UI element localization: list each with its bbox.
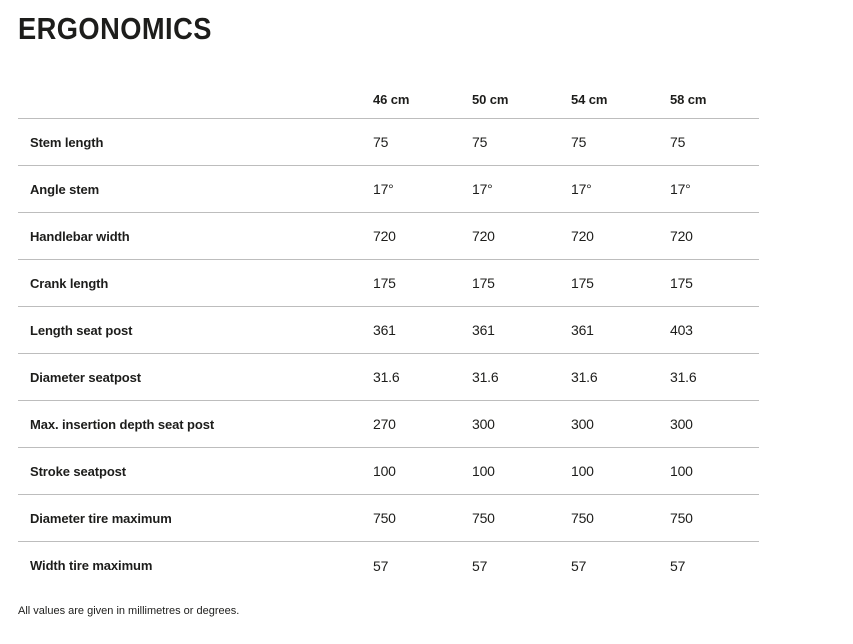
spec-table	[18, 80, 759, 589]
row-label: Stroke seatpost	[30, 463, 127, 479]
cell-value: 300	[670, 416, 693, 432]
cell-value: 175	[472, 275, 495, 291]
cell-value: 100	[670, 463, 693, 479]
column-header-50cm: 50 cm	[472, 91, 509, 107]
cell-value: 31.6	[472, 369, 499, 385]
table-row	[18, 307, 759, 354]
cell-value: 361	[373, 322, 396, 338]
cell-value: 57	[571, 557, 587, 574]
cell-value: 17°	[670, 181, 691, 197]
cell-value: 720	[472, 228, 495, 244]
cell-value: 100	[571, 463, 594, 479]
table-row	[18, 542, 759, 589]
cell-value: 750	[571, 510, 594, 526]
row-label: Width tire maximum	[30, 558, 153, 573]
table-row	[18, 260, 759, 307]
column-header-58cm: 58 cm	[670, 91, 707, 107]
cell-value: 750	[373, 510, 396, 526]
table-header-row	[18, 80, 759, 119]
cell-value: 75	[670, 134, 686, 150]
table-row	[18, 213, 759, 260]
cell-value: 57	[472, 557, 488, 574]
cell-value: 31.6	[373, 369, 400, 385]
cell-value: 720	[373, 228, 396, 244]
cell-value: 270	[373, 416, 396, 432]
cell-value: 100	[373, 463, 396, 479]
cell-value: 361	[571, 322, 594, 338]
cell-value: 175	[571, 275, 594, 291]
cell-value: 17°	[571, 181, 592, 197]
cell-value: 300	[571, 416, 594, 432]
row-label: Stem length	[30, 134, 104, 150]
cell-value: 361	[472, 322, 495, 338]
cell-value: 57	[670, 557, 686, 574]
cell-value: 403	[670, 322, 693, 338]
cell-value: 720	[670, 228, 693, 244]
table-row	[18, 401, 759, 448]
cell-value: 175	[670, 275, 693, 291]
row-label: Diameter tire maximum	[30, 510, 172, 526]
cell-value: 31.6	[670, 369, 697, 385]
cell-value: 720	[571, 228, 594, 244]
table-row	[18, 354, 759, 401]
cell-value: 300	[472, 416, 495, 432]
cell-value: 31.6	[571, 369, 598, 385]
page-title: ERGONOMICS	[18, 11, 212, 46]
row-label: Length seat post	[30, 322, 133, 338]
row-label: Crank length	[30, 275, 109, 291]
cell-value: 57	[373, 557, 389, 574]
cell-value: 75	[571, 134, 587, 150]
column-header-54cm: 54 cm	[571, 91, 608, 107]
table-row	[18, 448, 759, 495]
cell-value: 17°	[373, 181, 394, 197]
cell-value: 75	[373, 134, 389, 150]
row-label: Angle stem	[30, 181, 100, 197]
cell-value: 750	[670, 510, 693, 526]
row-label: Max. insertion depth seat post	[30, 416, 215, 432]
column-header-46cm: 46 cm	[373, 91, 410, 107]
table-row	[18, 495, 759, 542]
table-row	[18, 119, 759, 166]
cell-value: 175	[373, 275, 396, 291]
cell-value: 750	[472, 510, 495, 526]
cell-value: 100	[472, 463, 495, 479]
row-label: Diameter seatpost	[30, 369, 142, 385]
cell-value: 75	[472, 134, 488, 150]
row-label: Handlebar width	[30, 228, 130, 244]
units-footnote: All values are given in millimetres or degrees.	[18, 605, 240, 617]
table-row	[18, 166, 759, 213]
cell-value: 17°	[472, 181, 493, 197]
